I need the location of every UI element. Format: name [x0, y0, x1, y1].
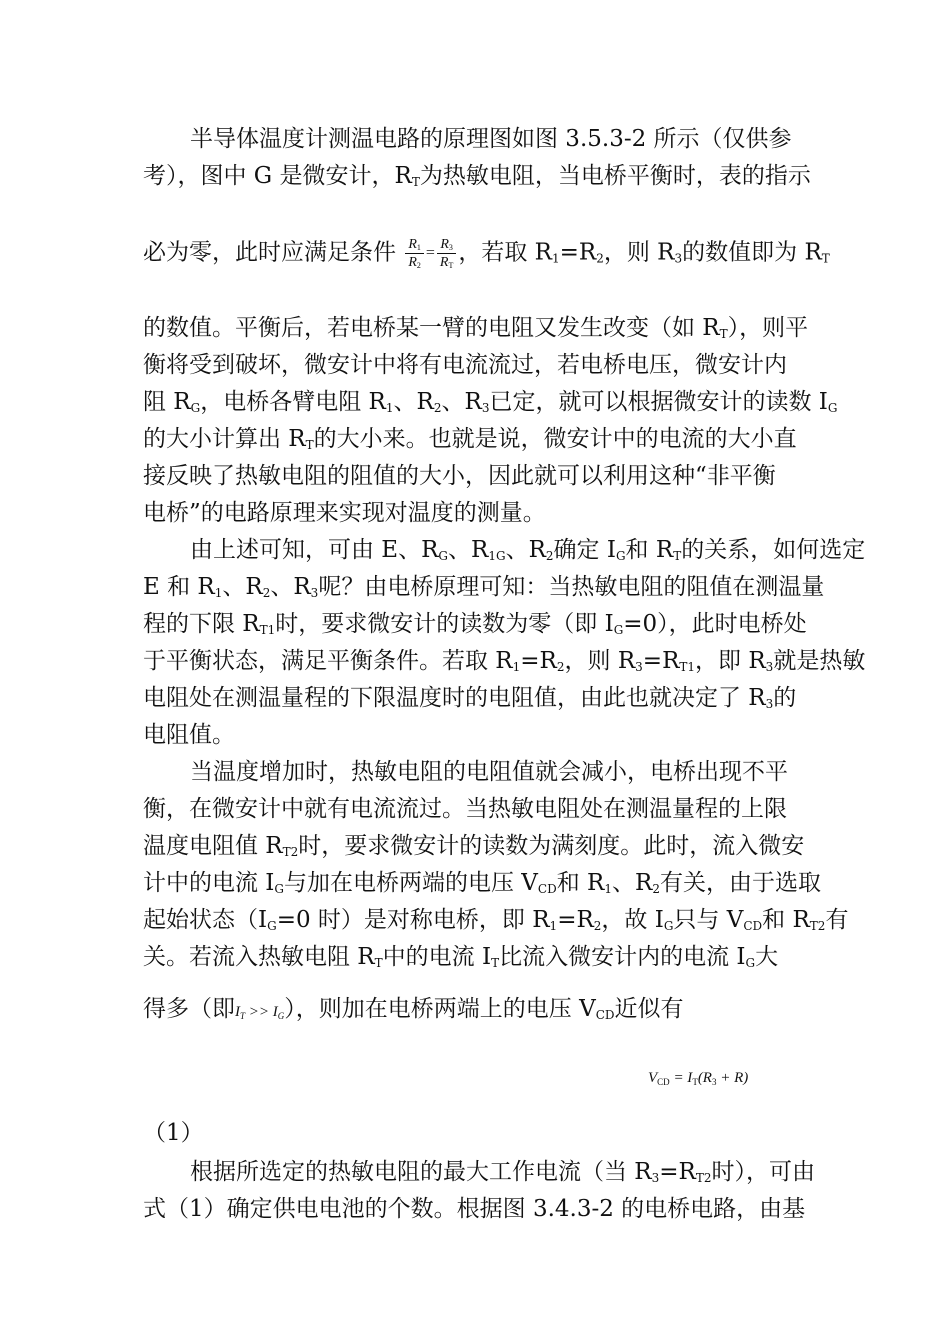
p3-line-5: 起始状态（$I_G=0$ 时）是对称电桥，即 $R_1=R_2$，故 $I_G$只与 $V_{CD}$和 $R_{T2}$有	[143, 907, 849, 933]
p4-line-2: 式（1）确定供电电池的个数。根据图 3.4.3-2 的电桥电路，由基	[143, 1196, 806, 1222]
p2-line-6: 电阻值。	[143, 722, 235, 748]
p3-line-4: 计中的电流 $I_G$与加在电桥两端的电压 $V_{CD}$和 $R_1$、$R_2$有关，由于选取	[143, 870, 821, 896]
p1-line-2: 考），图中 G 是微安计，$R_T$为热敏电阻，当电桥平衡时，表的指示	[143, 163, 811, 189]
fraction-r3-rt: $\frac{R_3}{R_T}$	[437, 236, 456, 271]
p1-line-3-with-condition: 必为零，此时应满足条件 $\frac{R_1}{R_2}$ = $\frac{R_3}{R_T}$ ，若取 $R_1=R_2$，则 $R_3$的数值即为 $R_T$	[143, 237, 830, 270]
p2-line-2: E 和 $R_1$、$R_2$、$R_3$呢？由电桥原理可知：当热敏电阻的阻值在测温量	[143, 574, 825, 600]
p2-line-4: 于平衡状态，满足平衡条件。若取 $R_1=R_2$，则 $R_3=R_{T1}$，即 $R_3$就是热敏	[143, 648, 866, 674]
fraction-r1-r2: $\frac{R_1}{R_2}$	[405, 236, 424, 271]
p1-line-1: 半导体温度计测温电路的原理图如图 3.5.3-2 所示（仅供参	[190, 126, 792, 152]
p3-line-2: 衡，在微安计中就有电流流过。当热敏电阻处在测温量程的上限	[143, 796, 787, 822]
p2-line-1: 由上述可知，可由 E、$R_G$、$R_{1G}$、$R_2$确定 $I_G$和 $R_T$的关系，如何选定	[190, 537, 866, 563]
p3-line-7: 得多（即$I_T >> I_G$），则加在电桥两端上的电压 $V_{CD}$近似有	[143, 996, 684, 1022]
math-it-gg-ig: $I_T >> I_G$	[235, 1004, 285, 1021]
p1-line-5: 衡将受到破坏，微安计中将有电流流过，若电桥电压，微安计内	[143, 352, 787, 378]
equation-vcd: $V_{CD} = I_T(R_3 + R)$	[648, 1070, 749, 1087]
p3-line-3: 温度电阻值 $R_{T2}$时，要求微安计的读数为满刻度。此时，流入微安	[143, 833, 805, 859]
p1-line-4: 的数值。平衡后，若电桥某一臂的电阻又发生改变（如 $R_T$），则平	[143, 315, 809, 341]
equation-number: （1）	[143, 1120, 204, 1146]
p3-line-6: 关。若流入热敏电阻 $R_T$中的电流 $I_T$比流入微安计内的电流 $I_G$大	[143, 944, 779, 970]
p2-line-3: 程的下限 $R_{T1}$时，要求微安计的读数为零（即 $I_G=0$），此时电桥处	[143, 611, 807, 637]
p1-line-8: 接反映了热敏电阻的阻值的大小，因此就可以利用这种“非平衡	[143, 463, 776, 489]
p1-line-7: 的大小计算出 $R_T$的大小来。也就是说，微安计中的电流的大小直	[143, 426, 797, 452]
p2-line-5: 电阻处在测温量程的下限温度时的电阻值，由此也就决定了 $R_3$的	[143, 685, 797, 711]
p1-line-6: 阻 $R_G$，电桥各臂电阻 $R_1$、$R_2$、$R_3$已定，就可以根据微安计的读数 $I_G$	[143, 389, 838, 415]
p4-line-1: 根据所选定的热敏电阻的最大工作电流（当 $R_3=R_{T2}$时），可由	[190, 1159, 816, 1185]
p3-line-1: 当温度增加时，热敏电阻的电阻值就会减小，电桥出现不平	[190, 759, 788, 785]
p1-line-9: 电桥”的电路原理来实现对温度的测量。	[143, 500, 546, 526]
